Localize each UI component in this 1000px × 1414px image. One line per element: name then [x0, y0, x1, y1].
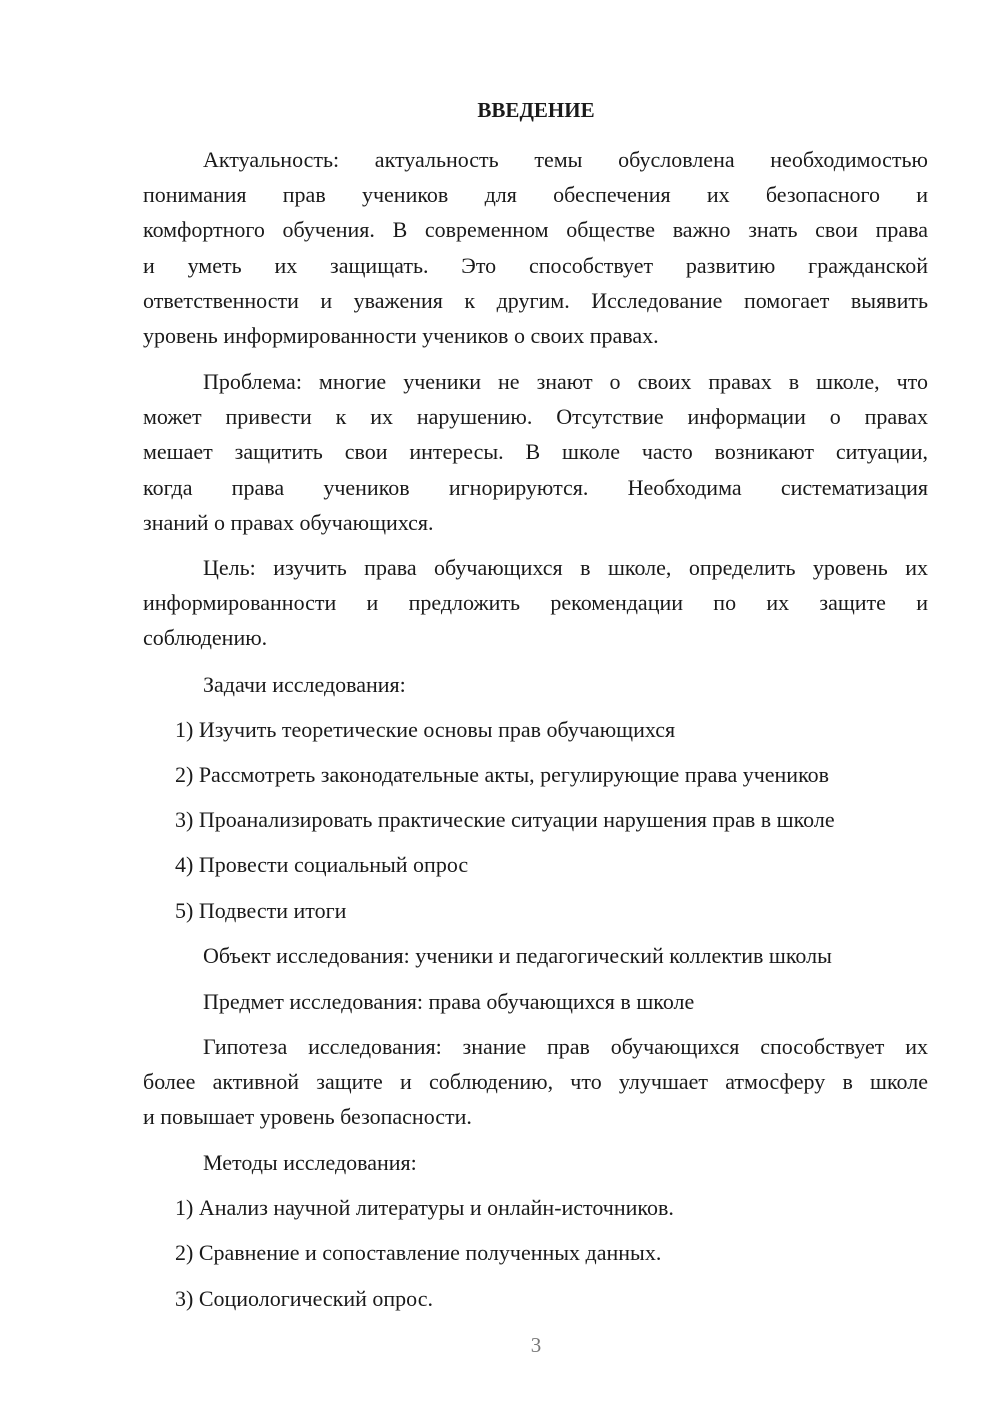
text-line: и повышает уровень безопасности.	[143, 1104, 472, 1130]
task-item: 5) Подвести итоги	[175, 898, 347, 923]
text-line: Проблема: многие ученики не знают о своих правах в школе, что	[203, 369, 928, 394]
text-line: соблюдению.	[143, 625, 268, 651]
paragraph-goal	[143, 550, 928, 656]
task-item: 3) Проанализировать практические ситуации нарушения прав в школе	[175, 807, 835, 832]
tasks-heading: Задачи исследования:	[203, 672, 406, 697]
method-item: 1) Анализ научной литературы и онлайн-источников.	[175, 1195, 674, 1220]
text-line: Гипотеза исследования: знание прав обучающихся способствует их	[203, 1034, 928, 1059]
task-item: 1) Изучить теоретические основы прав обучающихся	[175, 717, 676, 742]
page-number: 3	[530, 1333, 542, 1357]
text-line: мешает защитить свои интересы. В школе часто возникают ситуации,	[143, 439, 928, 465]
research-object: Объект исследования: ученики и педагогический коллектив школы	[203, 943, 832, 968]
methods-heading: Методы исследования:	[203, 1150, 417, 1175]
text-line: более активной защите и соблюдению, что улучшает атмосферу в школе	[143, 1069, 928, 1095]
text-line: знаний о правах обучающихся.	[143, 509, 434, 535]
task-item: 4) Провести социальный опрос	[175, 852, 469, 877]
method-item: 3) Социологический опрос.	[175, 1286, 433, 1311]
paragraph-relevance	[143, 142, 928, 353]
text-line: ответственности и уважения к другим. Исследование помогает выявить	[143, 287, 928, 313]
text-line: когда права учеников игнорируются. Необходима систематизация	[143, 474, 928, 500]
text-line: и уметь их защищать. Это способствует развитию гражданской	[143, 252, 928, 278]
text-line: понимания прав учеников для обеспечения их безопасного и	[143, 182, 928, 208]
text-line: информированности и предложить рекомендации по их защите и	[143, 590, 928, 616]
task-item: 2) Рассмотреть законодательные акты, регулирующие права учеников	[175, 762, 830, 787]
text-line: уровень информированности учеников о своих правах.	[143, 323, 659, 349]
text-line: Цель: изучить права обучающихся в школе, определить уровень их	[203, 555, 928, 580]
research-subject: Предмет исследования: права обучающихся в школе	[203, 989, 695, 1014]
page-title: ВВЕДЕНИЕ	[477, 98, 595, 122]
text-line: Актуальность: актуальность темы обусловлена необходимостью	[203, 147, 928, 172]
method-item: 2) Сравнение и сопоставление полученных данных.	[175, 1240, 662, 1265]
paragraph-problem	[143, 364, 928, 540]
text-line: комфортного обучения. В современном обществе важно знать свои права	[143, 217, 928, 243]
text-line: может привести к их нарушению. Отсутствие информации о правах	[143, 404, 928, 430]
paragraph-hypothesis	[143, 1029, 928, 1135]
